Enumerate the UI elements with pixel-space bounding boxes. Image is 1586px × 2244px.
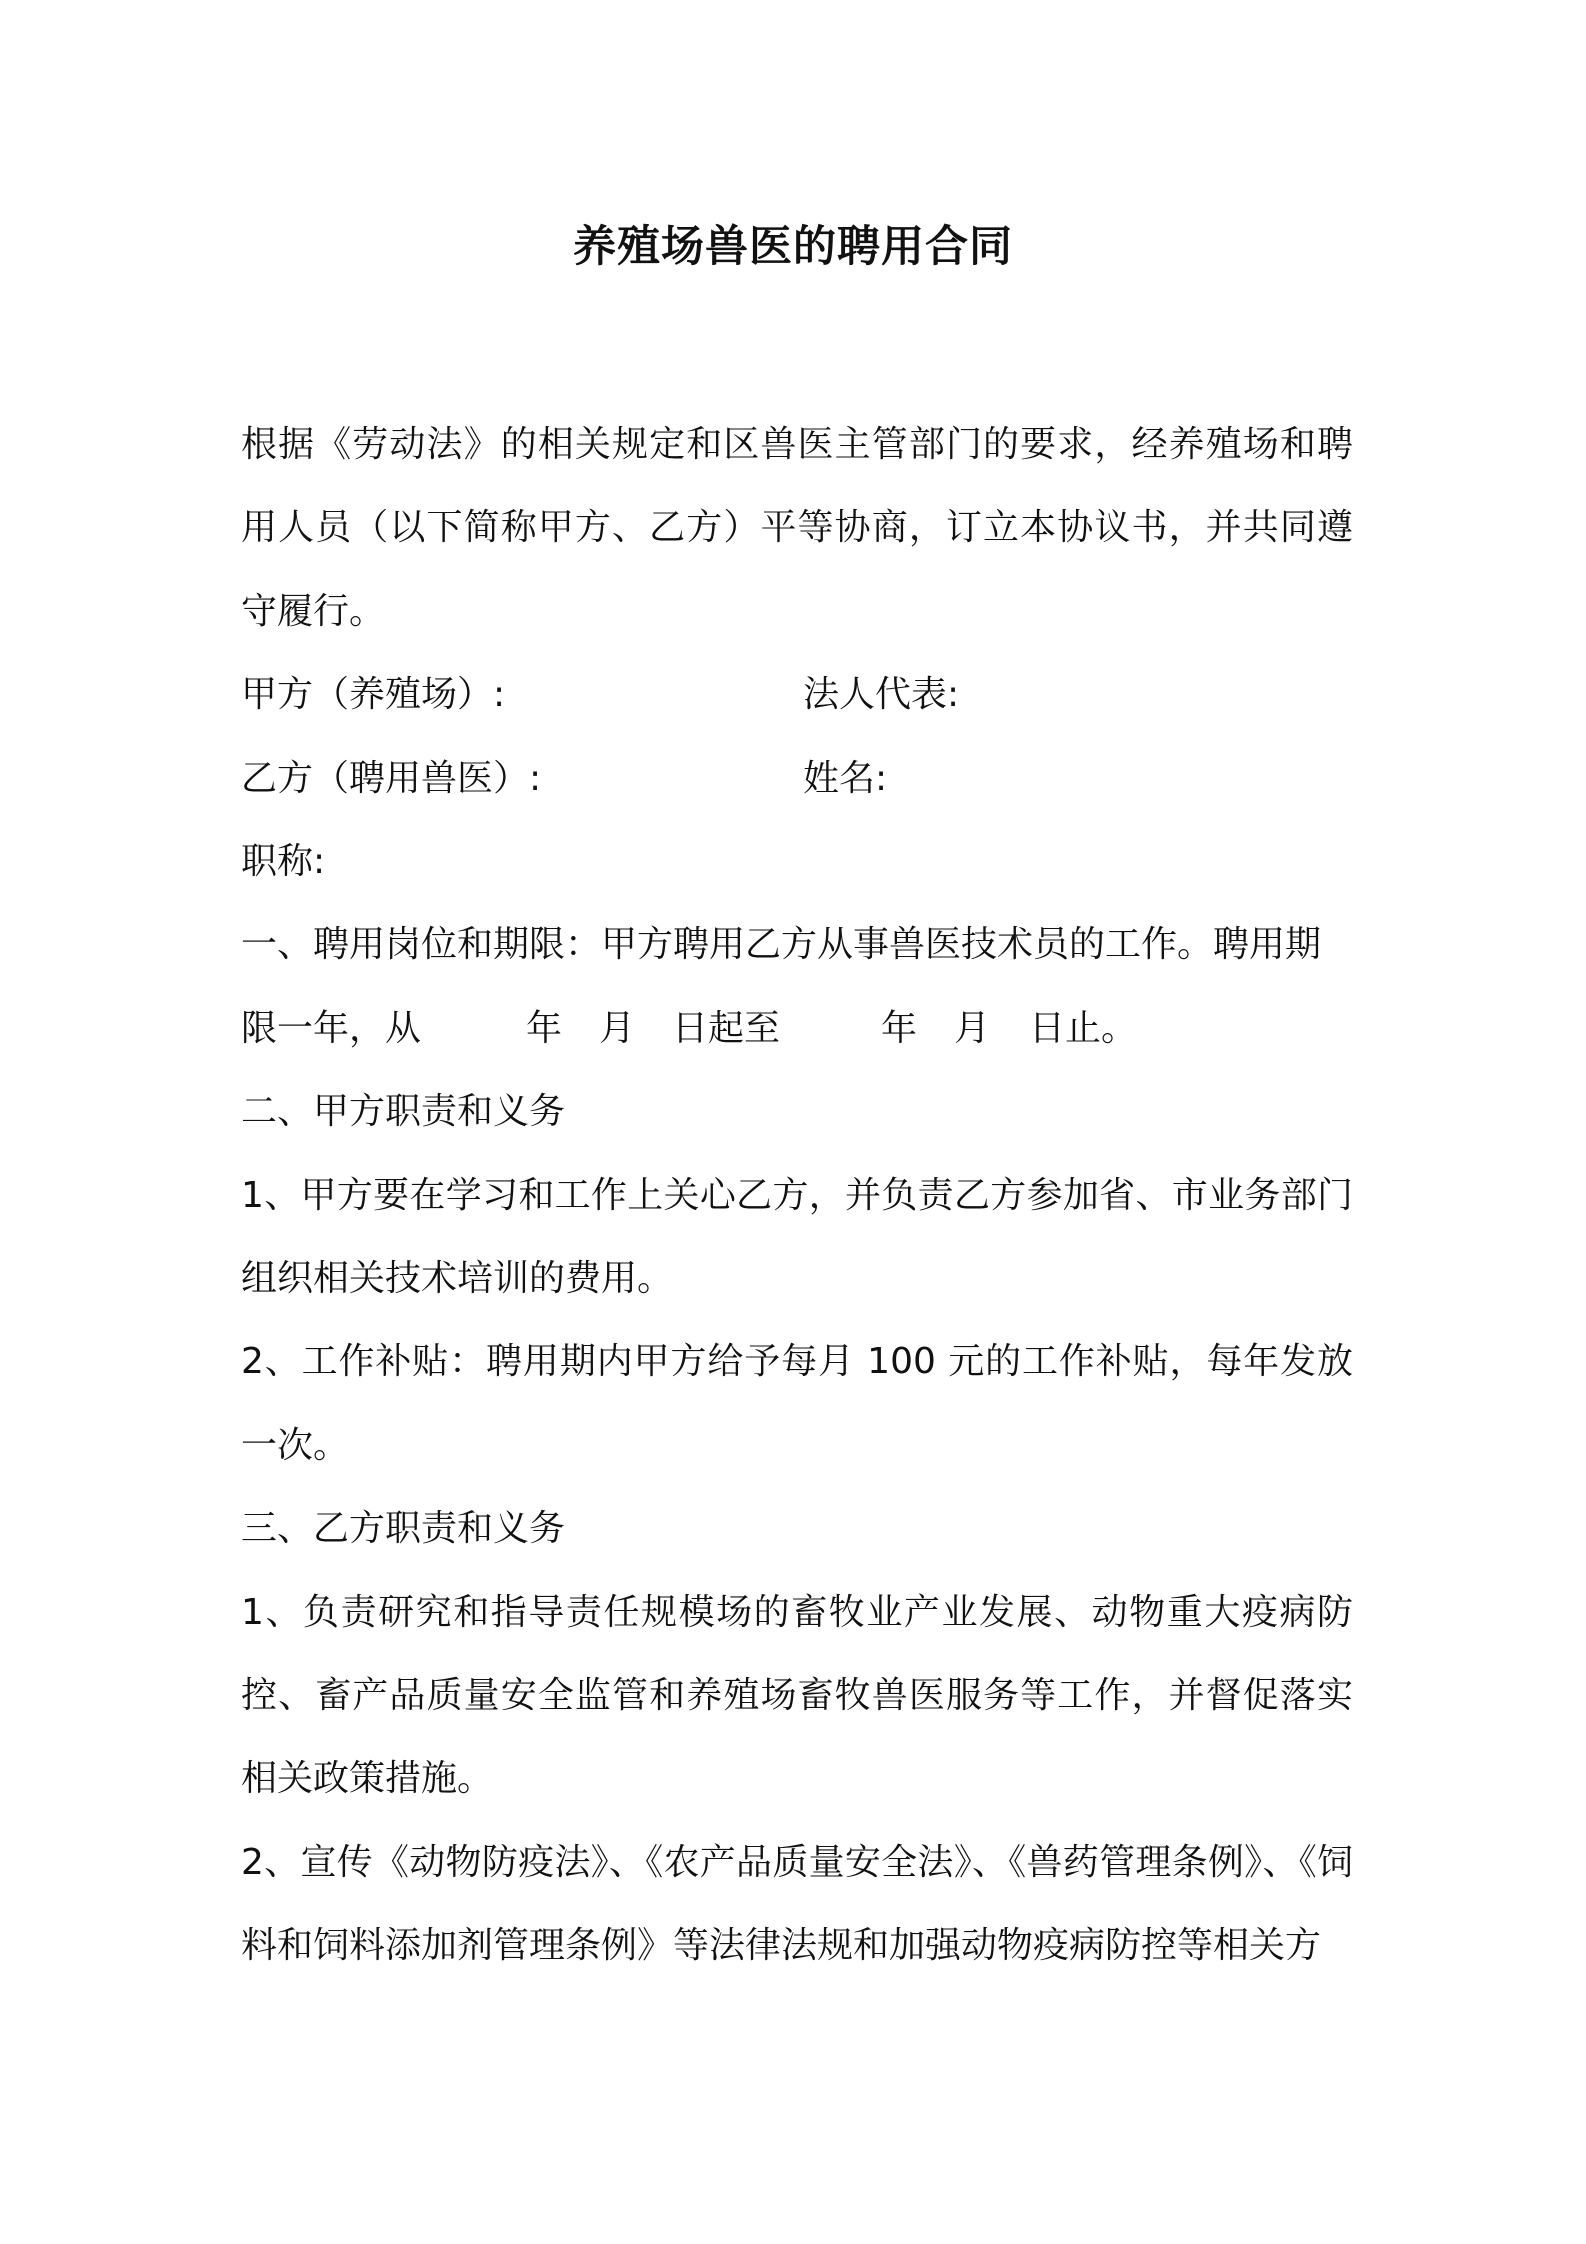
intro-paragraph: 根据《劳动法》的相关规定和区兽医主管部门的要求，经养殖场和聘用人员（以下简称甲方、乙方）平等协商，订立本协议书，并共同遵守履行。 (241, 424, 1353, 632)
end-year-label: 年 (881, 1007, 918, 1049)
document-title: 养殖场兽医的聘用合同 (573, 222, 1013, 272)
contract-period-line (241, 987, 1353, 1070)
end-day-label: 日止。 (1029, 1007, 1138, 1049)
start-month-label: 月 (599, 1007, 636, 1049)
section3-heading: 三、乙方职责和义务 (241, 1508, 566, 1550)
section1-text: 一、聘用岗位和期限：甲方聘用乙方从事兽医技术员的工作。聘用期 (241, 924, 1322, 966)
start-year-label: 年 (526, 1007, 563, 1049)
party-a-row (241, 653, 1353, 736)
party-a-label: 甲方（养殖场）: (241, 674, 506, 716)
section2-item1: 1、甲方要在学习和工作上关心乙方，并负责乙方参加省、市业务部门组织相关技术培训的费用。 (241, 1174, 1353, 1299)
name-label: 姓名: (803, 757, 888, 799)
party-b-row (241, 737, 1353, 820)
document-body (241, 403, 1353, 1988)
legal-representative-label: 法人代表: (803, 674, 960, 716)
section2-item2: 2、工作补贴：聘用期内甲方给予每月 100 元的工作补贴，每年发放一次。 (241, 1341, 1353, 1466)
section3-item2: 2、宣传《动物防疫法》、《农产品质量安全法》、《兽药管理条例》、《饲料和饲料添加剂管理条例》等法律法规和加强动物疫病防控等相关方 (241, 1841, 1353, 1967)
section2-heading: 二、甲方职责和义务 (241, 1091, 566, 1133)
party-b-label: 乙方（聘用兽医）: (241, 757, 542, 799)
professional-title-label: 职称: (241, 841, 326, 882)
date-prefix: 限一年，从 (241, 1007, 422, 1049)
end-month-label: 月 (954, 1007, 991, 1049)
section3-item1: 1、负责研究和指导责任规模场的畜牧业产业发展、动物重大疫病防控、畜产品质量安全监管和养殖场畜牧兽医服务等工作，并督促落实相关政策措施。 (241, 1591, 1353, 1800)
start-day-label: 日起至 (672, 1007, 781, 1049)
